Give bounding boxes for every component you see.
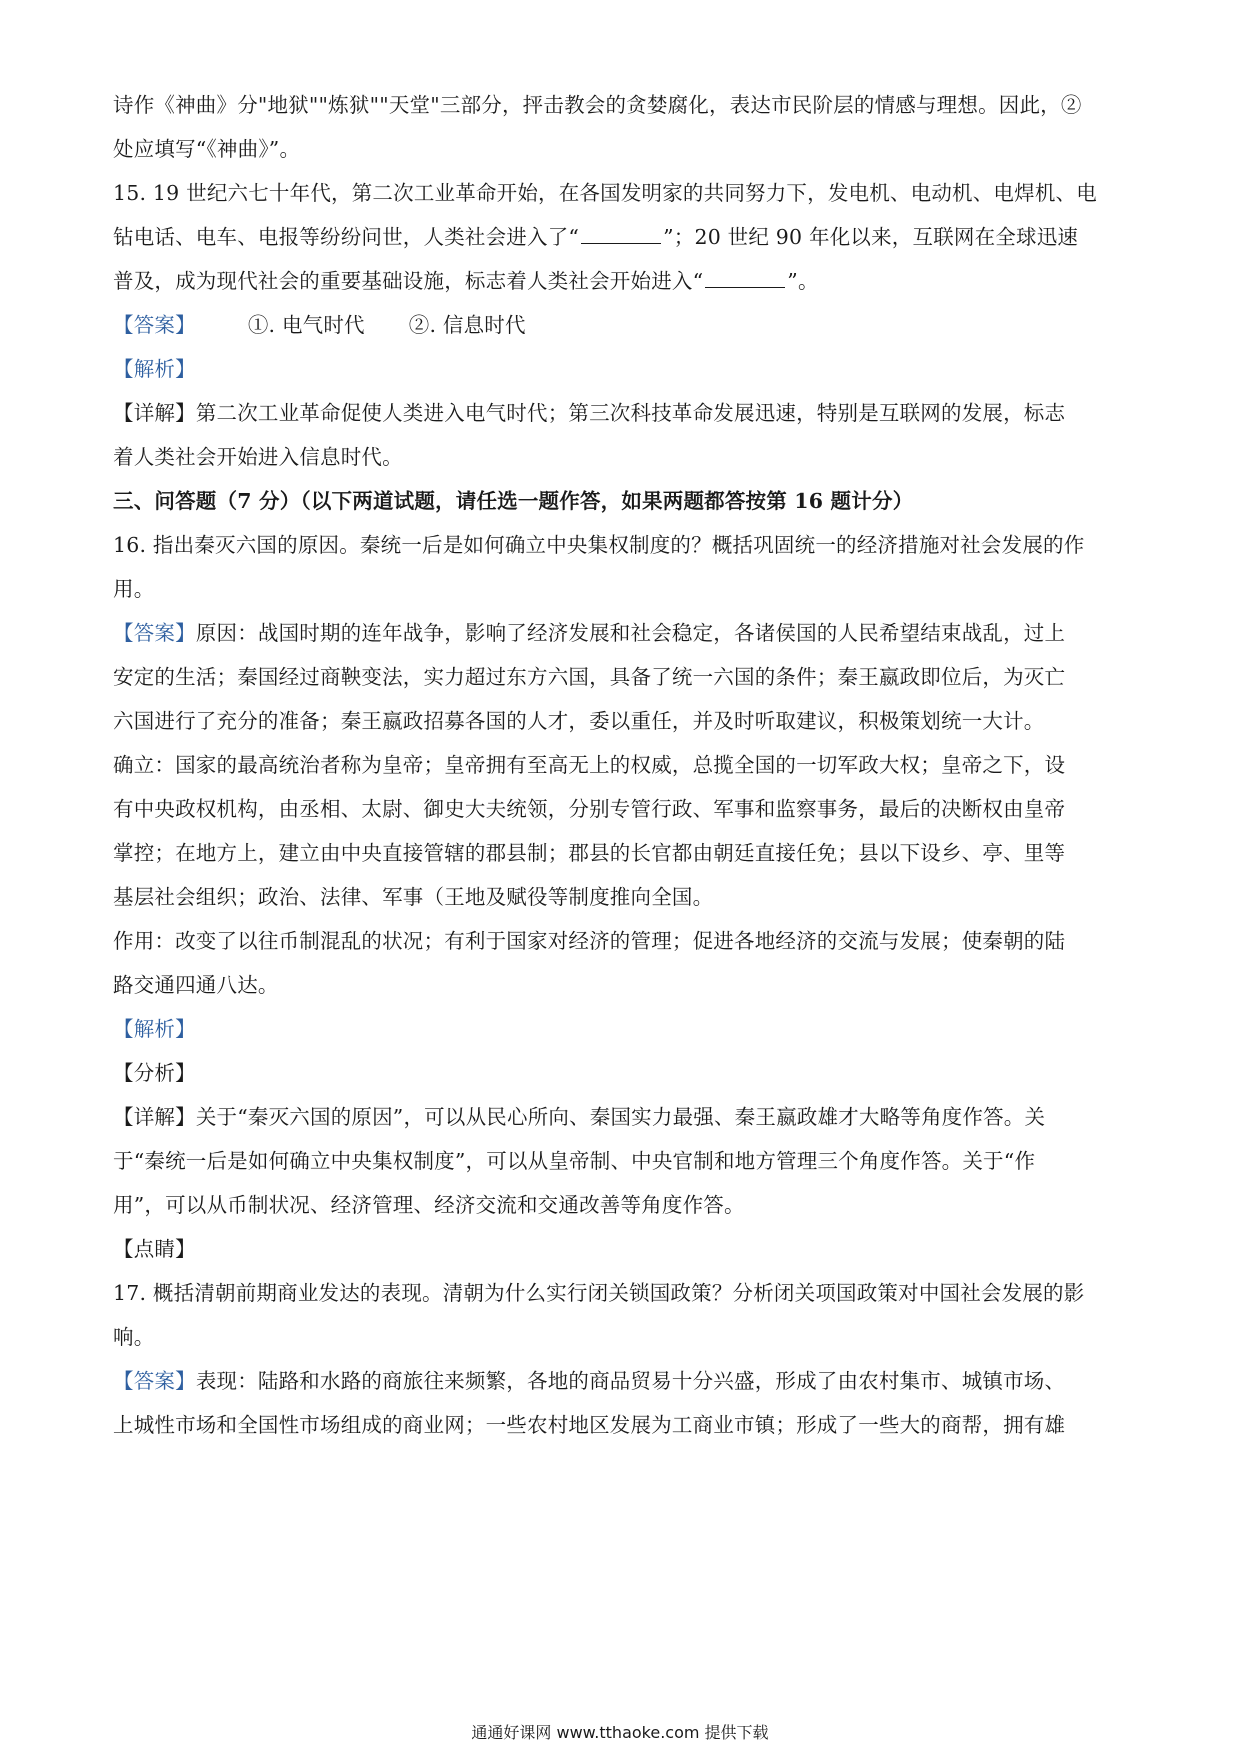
detail-text: 关于“秦灭六国的原因”，可以从民心所向、秦国实力最强、秦王嬴政雄才大略等角度作答。关 xyxy=(195,1105,1046,1129)
text-line: 于“秦统一后是如何确立中央集权制度”，可以从皇帝制、中央官制和地方管理三个角度作答。关于“作 xyxy=(113,1149,1036,1173)
answer-blank-2 xyxy=(705,269,785,288)
text-line: 处应填写“《神曲》”。 xyxy=(113,137,301,161)
text-line: 路交通四通八达。 xyxy=(113,973,279,997)
answer-17 xyxy=(113,1366,1133,1396)
open-quote: “ xyxy=(692,269,704,293)
text-line: 有中央政权机构，由丞相、太尉、御史大夫统领，分别专管行政、军事和监察事务，最后的决断权由皇帝 xyxy=(113,797,1066,821)
question-17: 17. 概括清朝前期商业发达的表现。清朝为什么实行闭关锁国政策？分析闭关项国政策对中国社会发展的影 xyxy=(113,1281,1085,1305)
page-footer: 通通好课网 www.tthaoke.com 提供下载 xyxy=(471,1723,769,1742)
text-line: 诗作《神曲》分"地狱""炼狱""天堂"三部分，抨击教会的贪婪腐化，表达市民阶层的情感与理想。因此，② xyxy=(113,93,1082,117)
text-line: 基层社会组织；政治、法律、军事（王地及赋役等制度推向全国。 xyxy=(113,885,714,909)
answer-item-2: ②. 信息时代 xyxy=(408,313,526,337)
section-heading: 三、问答题（7 分）（以下两道试题，请任选一题作答，如果两题都答按第 16 题计分） xyxy=(113,489,914,513)
close-quote: ” xyxy=(663,225,674,249)
text-line: 作用：改变了以往币制混乱的状况；有利于国家对经济的管理；促进各地经济的交流与发展；使秦朝的陆 xyxy=(113,929,1066,953)
text-segment: 普及，成为现代社会的重要基础设施，标志着人类社会开始进入 xyxy=(113,269,693,293)
detail-16 xyxy=(113,1102,1133,1132)
text-line: 掌控；在地方上，建立由中央直接管辖的郡县制；郡县的长官都由朝廷直接任免；县以下设乡、亭、里等 xyxy=(113,841,1066,865)
text-line: 着人类社会开始进入信息时代。 xyxy=(113,445,403,469)
text-line: 用”，可以从币制状况、经济管理、经济交流和交通改善等角度作答。 xyxy=(113,1193,745,1217)
text-line: 用。 xyxy=(113,577,155,601)
detail-text: 第二次工业革命促使人类进入电气时代；第三次科技革命发展迅速，特别是互联网的发展，标志 xyxy=(195,401,1066,425)
answer-label: 【答案】 xyxy=(113,621,196,645)
open-quote: “ xyxy=(568,225,580,249)
detail-label: 【详解】 xyxy=(113,401,196,425)
detail-label: 【详解】 xyxy=(113,1105,196,1129)
answer-text: 表现：陆路和水路的商旅往来频繁，各地的商品贸易十分兴盛，形成了由农村集市、城镇市场、 xyxy=(195,1369,1066,1393)
question-16: 16. 指出秦灭六国的原因。秦统一后是如何确立中央集权制度的？概括巩固统一的经济措施对社会发展的作 xyxy=(113,533,1085,557)
analysis-label: 【解析】 xyxy=(113,1017,196,1041)
dianjing-label: 【点睛】 xyxy=(113,1237,196,1261)
text-line: 响。 xyxy=(113,1325,155,1349)
text-line: 六国进行了充分的准备；秦王嬴政招募各国的人才，委以重任，并及时听取建议，积极策划统一大计。 xyxy=(113,709,1045,733)
analysis-label: 【解析】 xyxy=(113,357,196,381)
text-segment: 钻电话、电车、电报等纷纷问世，人类社会进入了 xyxy=(113,225,569,249)
answer-item-1: ①. 电气时代 xyxy=(247,313,365,337)
answer-blank-1 xyxy=(581,225,661,244)
answer-text: 原因：战国时期的连年战争，影响了经济发展和社会稳定，各诸侯国的人民希望结束战乱，过上 xyxy=(195,621,1066,645)
text-segment: 。 xyxy=(797,269,819,293)
detail-15 xyxy=(113,398,1133,428)
text-line: 确立：国家的最高统治者称为皇帝；皇帝拥有至高无上的权威，总揽全国的一切军政大权；皇帝之下，设 xyxy=(113,753,1066,777)
answer-label: 【答案】 xyxy=(113,313,196,337)
fenxi-label: 【分析】 xyxy=(113,1061,196,1085)
question-15: 15. 19 世纪六七十年代，第二次工业革命开始，在各国发明家的共同努力下，发电机、电动机、电焊机、电 xyxy=(113,181,1097,205)
answer-label: 【答案】 xyxy=(113,1369,196,1393)
text-segment: ；20 世纪 90 年化以来，互联网在全球迅速 xyxy=(673,225,1079,249)
answer-15 xyxy=(113,310,1133,340)
text-line: 上城性市场和全国性市场组成的商业网；一些农村地区发展为工商业市镇；形成了一些大的商帮，拥有雄 xyxy=(113,1413,1066,1437)
question-15-line3 xyxy=(113,266,1133,296)
text-line: 安定的生活；秦国经过商鞅变法，实力超过东方六国，具备了统一六国的条件；秦王嬴政即位后，为灭亡 xyxy=(113,665,1066,689)
answer-16 xyxy=(113,618,1133,648)
close-quote: ” xyxy=(787,269,798,293)
question-15-line2 xyxy=(113,222,1133,252)
